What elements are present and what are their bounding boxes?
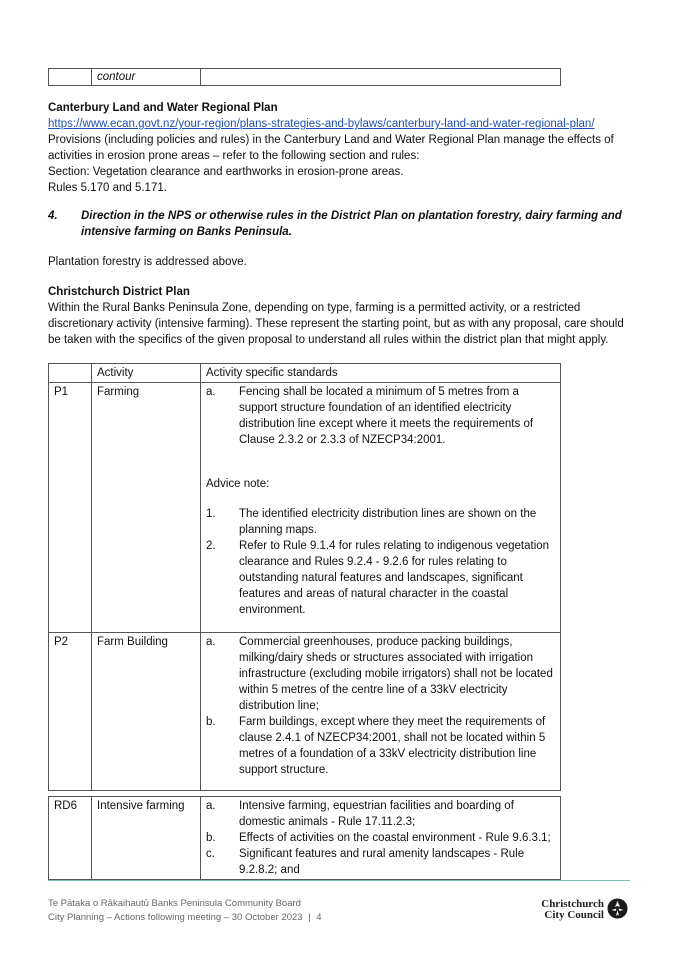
p2-item-b-text: Farm buildings, except where they meet the requirements of clause 2.4.1 of NZECP34:2001, shall not be located within 5 metres of a foundation of a 33kV electricity distribution line support structure. [239, 716, 546, 776]
section-4-title-line2: intensive farming on Banks Peninsula. [81, 226, 292, 238]
rd6-item-a-text: Intensive farming, equestrian facilities and boarding of domestic animals - Rule 17.11.2.3; [239, 800, 514, 828]
p1-item-a [206, 384, 555, 448]
header-code [49, 364, 92, 383]
rd6-item-c-text: Significant features and rural amenity landscapes - Rule 9.2.8.2; and [239, 848, 525, 876]
rd6-item-b [206, 830, 555, 846]
canterbury-plan-link[interactable]: https://www.ecan.govt.nz/your-region/plans-strategies-and-bylaws/canterbury-land-and-water-regional-plan/ [48, 118, 595, 130]
table-row-p2 [49, 633, 561, 791]
canterbury-plan-text-1: Provisions (including policies and rules) in the Canterbury Land and Water Regional Plan manage the effects of [48, 134, 614, 146]
p1-note-1 [206, 506, 555, 538]
rd6-activity: Intensive farming [92, 797, 201, 880]
district-plan-heading: Christchurch District Plan [48, 286, 190, 298]
p1-note-2-text: Refer to Rule 9.1.4 for rules relating to indigenous vegetation clearance and Rules 9.2.4 - 9.2.6 for rules relating to outstanding natural features and landscapes, significant features and areas of natural character in the coastal environment. [239, 540, 550, 616]
council-emblem-icon [607, 898, 628, 919]
rd6-table [48, 796, 561, 880]
logo-text-line1: Christchurch [541, 898, 604, 910]
activity-standards-table [48, 363, 561, 791]
header-standards: Activity specific standards [201, 364, 561, 383]
table-row-p1 [49, 383, 561, 633]
p2-item-a-marker: a. [206, 636, 216, 648]
header-activity: Activity [92, 364, 201, 383]
top-table-cell-empty [49, 69, 92, 86]
footer-page-number: 4 [316, 912, 322, 923]
canterbury-plan-text-3: Section: Vegetation clearance and earthworks in erosion-prone areas. [48, 166, 404, 178]
p2-code: P2 [49, 633, 92, 791]
footer-text [48, 897, 468, 925]
rd6-item-c-marker: c. [206, 848, 215, 860]
canterbury-plan-heading: Canterbury Land and Water Regional Plan [48, 102, 278, 114]
p1-advice-label: Advice note: [206, 478, 270, 490]
p1-item-a-text: Fencing shall be located a minimum of 5 metres from a support structure foundation of an identified electricity distribution line except where it meets the requirements of Clause 2.3.2 or 2.3.3 of NZECP34:2001. [239, 386, 534, 446]
p1-note-2-marker: 2. [206, 540, 216, 552]
forestry-note: Plantation forestry is addressed above. [48, 256, 247, 268]
p1-note-1-text: The identified electricity distribution lines are shown on the planning maps. [239, 508, 537, 536]
rd6-item-a [206, 798, 555, 830]
table-row-rd6 [49, 797, 561, 880]
rd6-code: RD6 [49, 797, 92, 880]
district-plan-text-1: Within the Rural Banks Peninsula Zone, depending on type, farming is a permitted activity, or a restricted [48, 302, 581, 314]
p2-item-b [206, 714, 555, 778]
rd6-item-c [206, 846, 555, 878]
district-plan-section [48, 284, 658, 348]
p2-item-a-text: Commercial greenhouses, produce packing buildings, milking/dairy sheds or structures associated with irrigation infrastructure (excluding mobile irrigators) shall not be located within 5 metres of the centre line of a 33kV electricity distribution line; [239, 636, 553, 712]
top-table-fragment [48, 68, 561, 86]
p2-activity: Farm Building [92, 633, 201, 791]
p1-code: P1 [49, 383, 92, 633]
footer-board-name: Te Pātaka o Rākaihautū Banks Peninsula Community Board [48, 898, 301, 909]
rd6-item-b-marker: b. [206, 832, 216, 844]
footer-meeting-line [48, 911, 468, 925]
rd6-item-b-text: Effects of activities on the coastal environment - Rule 9.6.3.1; [239, 832, 551, 844]
canterbury-plan-text-4: Rules 5.170 and 5.171. [48, 182, 167, 194]
logo-text-line2: City Council [544, 909, 604, 921]
footer-separator: | [308, 912, 311, 923]
section-4-title-line1: Direction in the NPS or otherwise rules in the District Plan on plantation forestry, dairy farming and [81, 210, 622, 222]
section-4-number: 4. [48, 210, 58, 222]
footer-meeting-title: City Planning – Actions following meeting – 30 October 2023 [48, 912, 303, 923]
canterbury-plan-text-2: activities in erosion prone areas – refer to the following section and rules: [48, 150, 420, 162]
canterbury-plan-section [48, 100, 648, 196]
p1-item-a-marker: a. [206, 386, 216, 398]
p1-activity: Farming [92, 383, 201, 633]
footer-divider [48, 880, 630, 881]
p1-note-1-marker: 1. [206, 508, 216, 520]
p2-standards [201, 633, 561, 791]
p1-note-2 [206, 538, 555, 618]
table-header-row [49, 364, 561, 383]
rd6-standards [201, 797, 561, 880]
council-logo [542, 897, 630, 921]
district-plan-text-3: be taken with the specifics of the given proposal to understand all rules within the district plan that might apply. [48, 334, 609, 346]
p1-standards [201, 383, 561, 633]
top-table-cell-contour: contour [92, 69, 201, 86]
p2-item-b-marker: b. [206, 716, 216, 728]
district-plan-text-2: discretionary activity (intensive farming). These represent the starting point, but as with any proposal, care should [48, 318, 624, 330]
p2-item-a [206, 634, 555, 714]
rd6-item-a-marker: a. [206, 800, 216, 812]
top-table-cell-blank [201, 69, 561, 86]
section-4-heading [48, 208, 648, 240]
